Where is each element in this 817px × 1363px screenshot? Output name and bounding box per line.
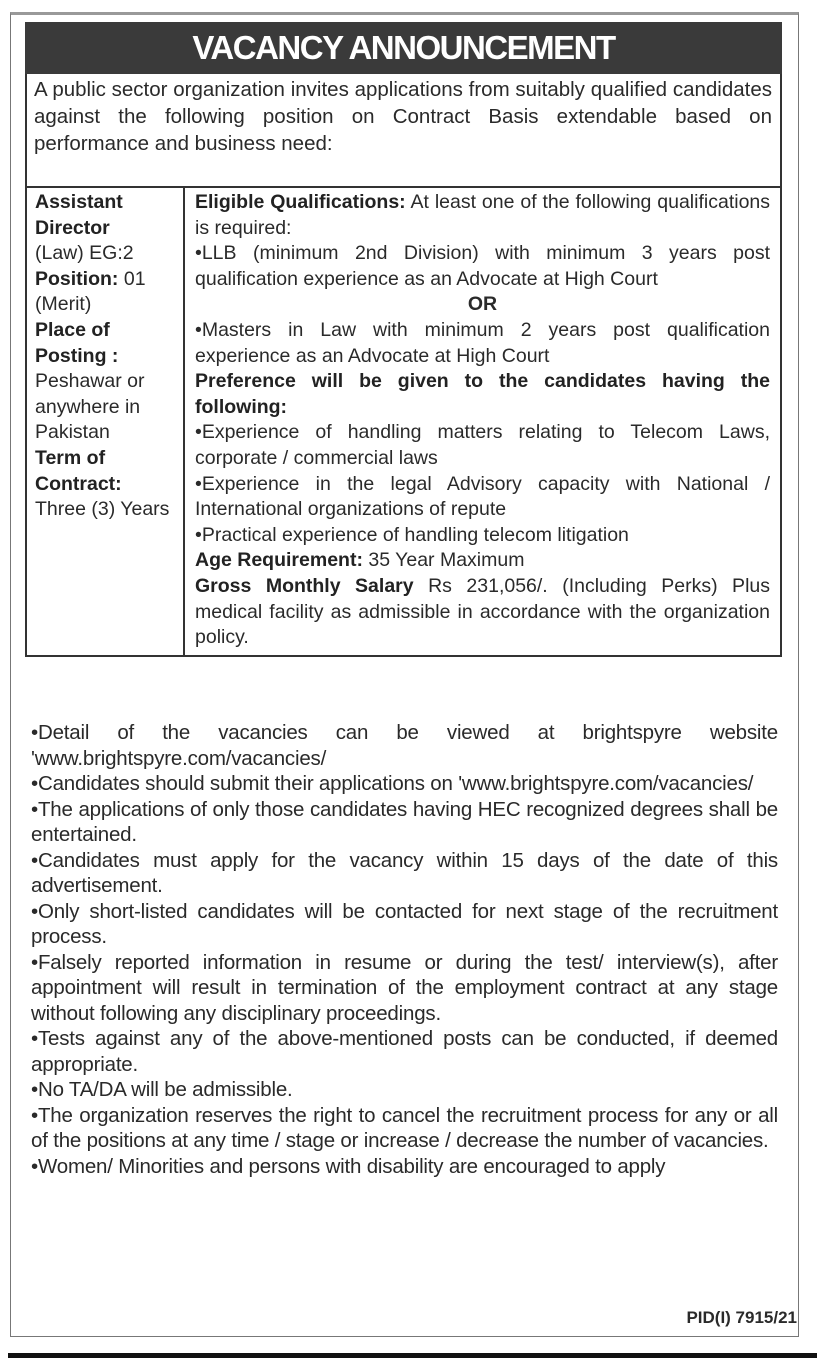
or-separator: OR: [467, 293, 498, 316]
eligible-text: At least one of the following qualifications is required:: [195, 191, 771, 239]
preference-item: •Experience of handling matters relating to Telecom Laws, corporate / commercial laws: [195, 421, 770, 469]
note-item: •Tests against any of the above-mentioned posts can be conducted, if deemed appropriate.: [31, 1027, 778, 1076]
position-value: 01 (Merit): [35, 267, 146, 316]
position-label: Position:: [35, 267, 119, 290]
note-item: •Candidates should submit their applications on 'www.brightspyre.com/vacancies/: [31, 772, 754, 795]
intro-paragraph: A public sector organization invites applications from suitably qualified candidates against the following position on Contract Basis extendable based on performance and business need:: [25, 74, 782, 186]
age-label: Age Requirement:: [195, 549, 363, 572]
position-summary: [26, 187, 184, 656]
preference-item: •Practical experience of handling telecom litigation: [195, 523, 629, 546]
note-item: •The applications of only those candidates having HEC recognized degrees shall be entertained.: [31, 797, 778, 846]
term-value: Three (3) Years: [35, 498, 170, 521]
position-table: [25, 186, 782, 657]
eligible-label: Eligible Qualifications:: [195, 191, 406, 213]
age-value: 35 Year Maximum: [368, 549, 525, 572]
pid-number: PID(I) 7915/21: [686, 1308, 797, 1327]
page-title: VACANCY ANNOUNCEMENT: [25, 22, 782, 74]
note-item: •Candidates must apply for the vacancy within 15 days of the date of this advertisement.: [31, 848, 778, 897]
job-title: Assistant Director: [35, 191, 123, 239]
qualification-item: •LLB (minimum 2nd Division) with minimum 3 years post qualification experience as an Advocate at High Court: [195, 242, 770, 290]
posting-label: Place of Posting :: [35, 318, 119, 367]
position-details: [184, 187, 781, 656]
salary-value: Rs 231,056/. (Including Perks) Plus medical facility as admissible in accordance with the organization policy.: [195, 574, 770, 649]
note-item: •Women/ Minorities and persons with disability are encouraged to apply: [31, 1154, 666, 1178]
salary-label: Gross Monthly Salary: [195, 574, 414, 597]
job-grade: (Law) EG:2: [35, 242, 134, 265]
preference-item: •Experience in the legal Advisory capacity with National / International organizations of repute: [195, 472, 770, 521]
note-item: •Only short-listed candidates will be contacted for next stage of the recruitment process.: [31, 899, 778, 948]
note-item: •The organization reserves the right to cancel the recruitment process for any or all of the positions at any time / stage or increase / decrease the number of vacancies.: [31, 1103, 778, 1152]
posting-value: Peshawar or anywhere in Pakistan: [35, 370, 145, 444]
note-item: •Detail of the vacancies can be viewed at brightspyre website 'www.brightspyre.com/vacancies/: [31, 721, 778, 770]
note-item: •No TA/DA will be admissible.: [31, 1078, 293, 1101]
notes-list: [25, 720, 782, 1179]
term-label: Term of Contract:: [35, 446, 122, 495]
preference-heading: Preference will be given to the candidates having the following:: [195, 370, 770, 418]
note-item: •Falsely reported information in resume or during the test/ interview(s), after appointment will result in termination of the employment contract at any stage without following any disciplinary proceedings.: [31, 950, 778, 1025]
bottom-rule: [8, 1353, 817, 1358]
qualification-item: •Masters in Law with minimum 2 years post qualification experience as an Advocate at High Court: [195, 318, 770, 367]
